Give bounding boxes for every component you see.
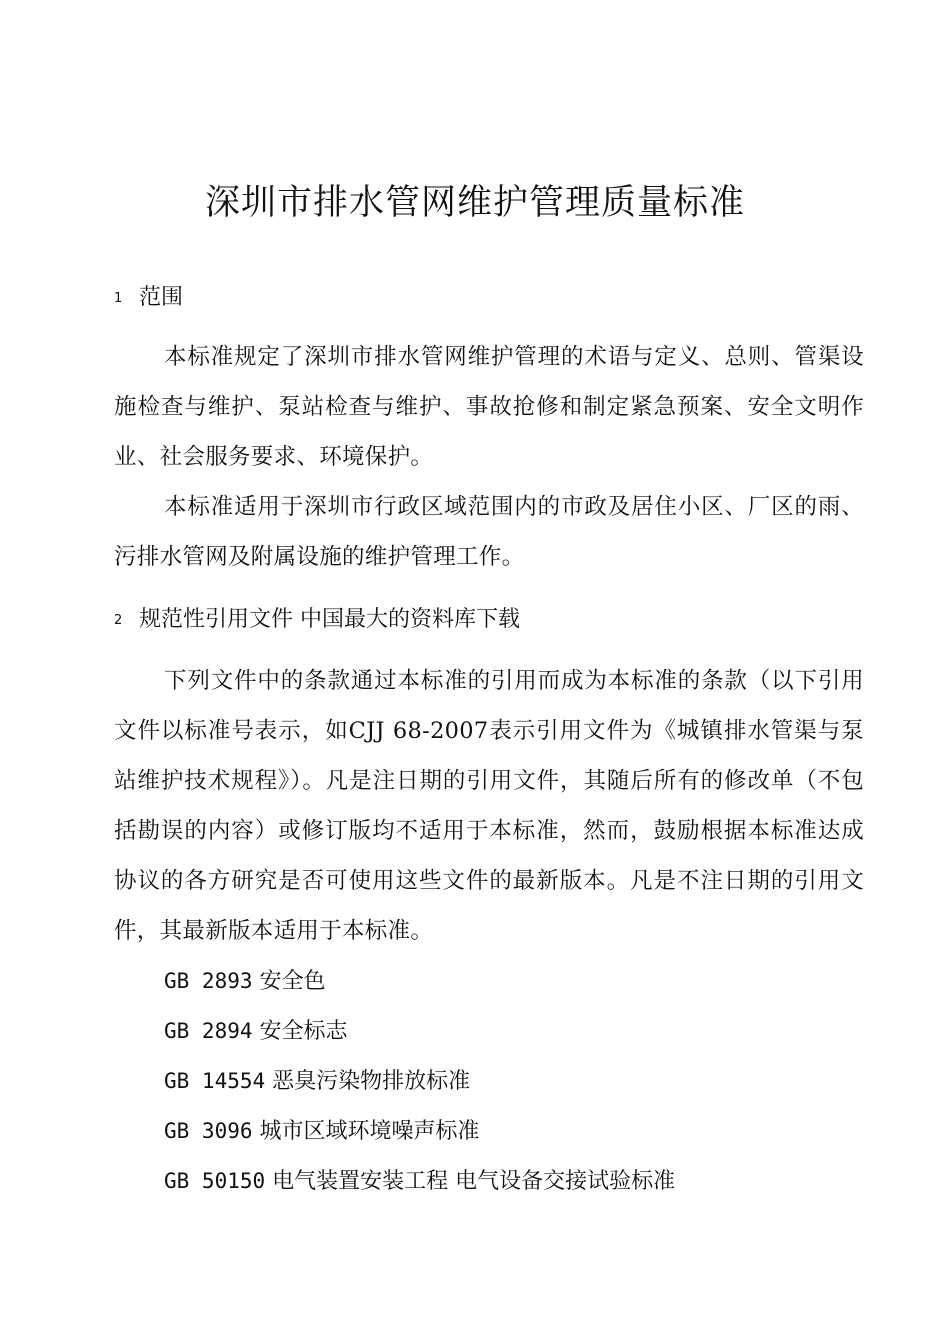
- standard-name: 城市区域环境噪声标准: [259, 1119, 480, 1144]
- standard-code: GB 3096: [164, 1119, 253, 1143]
- standard-code: GB 2893: [164, 969, 253, 993]
- standard-code: GB 14554: [164, 1069, 266, 1093]
- standard-name: 电气装置安装工程 电气设备交接试验标准: [272, 1169, 676, 1194]
- section-title: 范围: [139, 285, 184, 310]
- standard-code: GB 2894: [164, 1019, 253, 1043]
- reference-item: [164, 1156, 675, 1206]
- section-title: 规范性引用文件 中国最大的资料库下载: [139, 607, 520, 632]
- standard-name: 恶臭污染物排放标准: [272, 1069, 471, 1094]
- paragraph: 本标准适用于深圳市行政区域范围内的市政及居住小区、厂区的雨、污排水管网及附属设施的维护管理工作。: [114, 494, 864, 570]
- document-title: 深圳市排水管网维护管理质量标准: [204, 183, 745, 223]
- paragraph: 下列文件中的条款通过本标准的引用而成为本标准的条款（以下引用文件以标准号表示，如CJJ 68-2007表示引用文件为《城镇排水管渠与泵站维护技术规程》）。凡是注日期的引用文件，其随后所有的修改单（不包括勘误的内容）或修订版均不适用于本标准，然而，鼓励根据本标准达成协议的各方研究是否可使用这些文件的最新版本。凡是不注日期的引用文件，其最新版本适用于本标准。: [114, 668, 864, 944]
- standard-name: 安全标志: [259, 1019, 348, 1044]
- paragraph: 本标准规定了深圳市排水管网维护管理的术语与定义、总则、管渠设施检查与维护、泵站检查与维护、事故抢修和制定紧急预案、安全文明作业、社会服务要求、环境保护。: [114, 344, 864, 470]
- section-number: 1: [114, 291, 123, 306]
- standard-name: 安全色: [259, 969, 326, 994]
- section-1-heading: [114, 283, 183, 314]
- section-2-heading: [114, 605, 520, 636]
- reference-item: [164, 956, 675, 1006]
- reference-item: [164, 1056, 675, 1106]
- reference-item: [164, 1006, 675, 1056]
- section-number: 2: [114, 613, 123, 628]
- standard-code: GB 50150: [164, 1169, 266, 1193]
- reference-list: [164, 956, 675, 1206]
- reference-item: [164, 1106, 675, 1156]
